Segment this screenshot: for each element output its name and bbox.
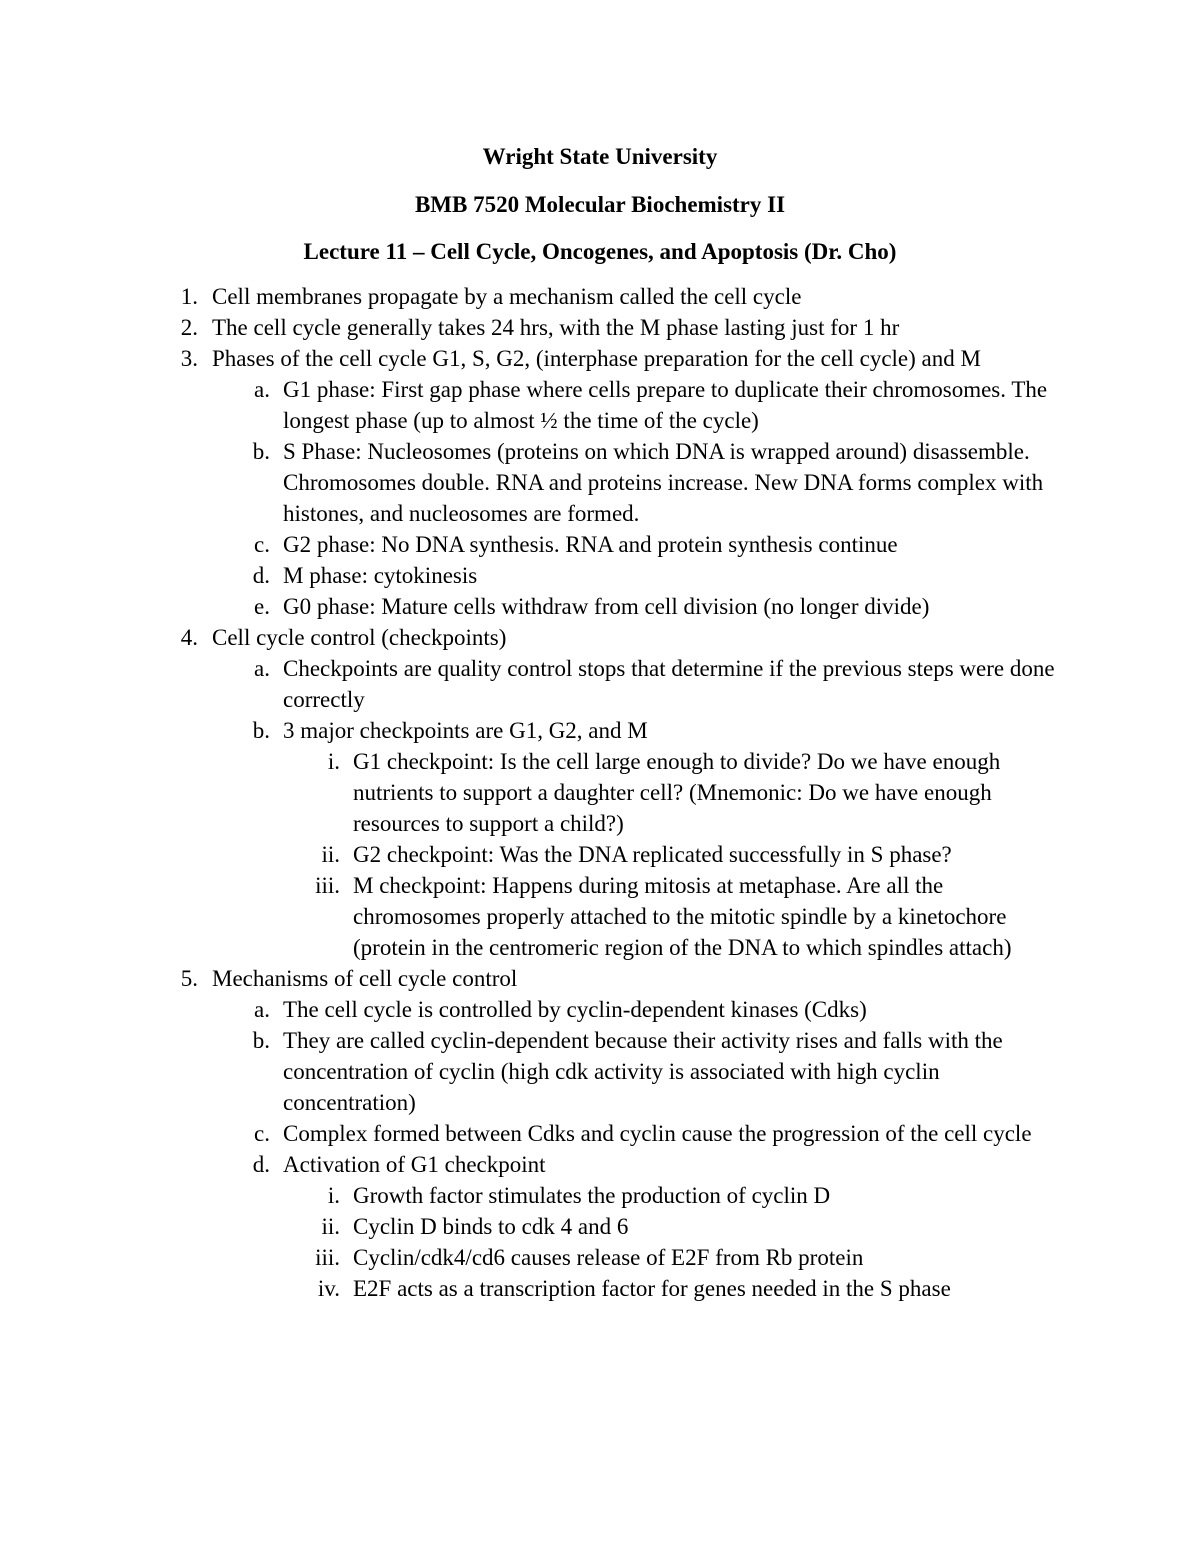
list-item-text: Activation of G1 checkpoint <box>283 1152 546 1177</box>
list-item-text: 3 major checkpoints are G1, G2, and M <box>283 718 648 743</box>
list-item-text: The cell cycle generally takes 24 hrs, with the M phase lasting just for 1 hr <box>212 315 900 340</box>
list-item-text: S Phase: Nucleosomes (proteins on which DNA is wrapped around) disassemble. Chromosomes double. RNA and proteins increase. New DNA forms complex with histones, and nucleosomes are formed. <box>283 439 1044 526</box>
list-marker: ii. <box>321 842 340 867</box>
list-marker: 5. <box>180 966 198 991</box>
list-item-text: G1 phase: First gap phase where cells prepare to duplicate their chromosomes. The longest phase (up to almost ½ the time of the cycle) <box>283 377 1048 433</box>
list-item-text: M checkpoint: Happens during mitosis at metaphase. Are all the chromosomes properly attached to the mitotic spindle by a kinetochore (protein in the centromeric region of the DNA to which spindles attach) <box>353 873 1012 960</box>
list-marker: iii. <box>315 1245 340 1270</box>
list-item <box>0 1242 1060 1273</box>
list-item <box>0 529 1060 560</box>
list-item <box>0 622 1060 653</box>
university-title: Wright State University <box>482 144 718 169</box>
list-item <box>0 1273 1060 1304</box>
list-item <box>0 281 1060 312</box>
list-item-text: E2F acts as a transcription factor for genes needed in the S phase <box>353 1276 951 1301</box>
list-marker: i. <box>327 749 340 774</box>
list-item <box>0 715 1060 746</box>
list-item-text: Complex formed between Cdks and cyclin cause the progression of the cell cycle <box>283 1121 1032 1146</box>
list-item-text: Cell cycle control (checkpoints) <box>212 625 507 650</box>
list-item <box>0 1211 1060 1242</box>
list-item <box>0 1180 1060 1211</box>
list-marker: a. <box>254 656 270 681</box>
list-marker: iii. <box>315 873 340 898</box>
list-marker: 3. <box>180 346 198 371</box>
list-marker: d. <box>252 563 270 588</box>
course-title: BMB 7520 Molecular Biochemistry II <box>414 192 786 217</box>
lecture-title: Lecture 11 – Cell Cycle, Oncogenes, and Apoptosis (Dr. Cho) <box>303 239 897 264</box>
list-item <box>0 653 1060 715</box>
list-marker: c. <box>254 1121 270 1146</box>
list-marker: ii. <box>321 1214 340 1239</box>
list-item-text: G2 checkpoint: Was the DNA replicated successfully in S phase? <box>353 842 952 867</box>
list-item <box>0 591 1060 622</box>
list-item-text: Phases of the cell cycle G1, S, G2, (interphase preparation for the cell cycle) and M <box>212 346 981 371</box>
list-item <box>0 839 1060 870</box>
list-marker: b. <box>252 1028 270 1053</box>
list-marker: iv. <box>317 1276 340 1301</box>
list-item <box>0 343 1060 374</box>
list-item <box>0 746 1060 839</box>
list-marker: 2. <box>180 315 198 340</box>
list-item <box>0 870 1060 963</box>
list-marker: d. <box>252 1152 270 1177</box>
list-marker: e. <box>254 594 270 619</box>
list-item <box>0 560 1060 591</box>
list-marker: 4. <box>180 625 198 650</box>
list-marker: a. <box>254 377 270 402</box>
list-item-text: Cell membranes propagate by a mechanism called the cell cycle <box>212 284 802 309</box>
list-item <box>0 374 1060 436</box>
list-marker: i. <box>327 1183 340 1208</box>
list-item <box>0 994 1060 1025</box>
list-item-text: The cell cycle is controlled by cyclin-dependent kinases (Cdks) <box>283 997 867 1022</box>
list-item-text: Mechanisms of cell cycle control <box>212 966 518 991</box>
list-marker: c. <box>254 532 270 557</box>
list-marker: a. <box>254 997 270 1022</box>
list-item <box>0 436 1060 529</box>
list-item-text: G2 phase: No DNA synthesis. RNA and protein synthesis continue <box>283 532 898 557</box>
list-marker: b. <box>252 439 270 464</box>
list-item-text: Checkpoints are quality control stops that determine if the previous steps were done correctly <box>283 656 1055 712</box>
list-marker: b. <box>252 718 270 743</box>
list-item-text: M phase: cytokinesis <box>283 563 478 588</box>
outline-list <box>0 281 1200 1304</box>
list-item-text: G1 checkpoint: Is the cell large enough to divide? Do we have enough nutrients to support a daughter cell? (Mnemonic: Do we have enough resources to support a child?) <box>353 749 1001 836</box>
list-item-text: G0 phase: Mature cells withdraw from cell division (no longer divide) <box>283 594 930 619</box>
list-item-text: Cyclin/cdk4/cd6 causes release of E2F from Rb protein <box>353 1245 864 1270</box>
list-item <box>0 1025 1060 1118</box>
list-item <box>0 1118 1060 1149</box>
list-item <box>0 1149 1060 1180</box>
list-item-text: They are called cyclin-dependent because their activity rises and falls with the concentration of cyclin (high cdk activity is associated with high cyclin concentration) <box>283 1028 1003 1115</box>
list-marker: 1. <box>180 284 198 309</box>
list-item <box>0 963 1060 994</box>
list-item <box>0 312 1060 343</box>
list-item-text: Cyclin D binds to cdk 4 and 6 <box>353 1214 629 1239</box>
list-item-text: Growth factor stimulates the production of cyclin D <box>353 1183 831 1208</box>
